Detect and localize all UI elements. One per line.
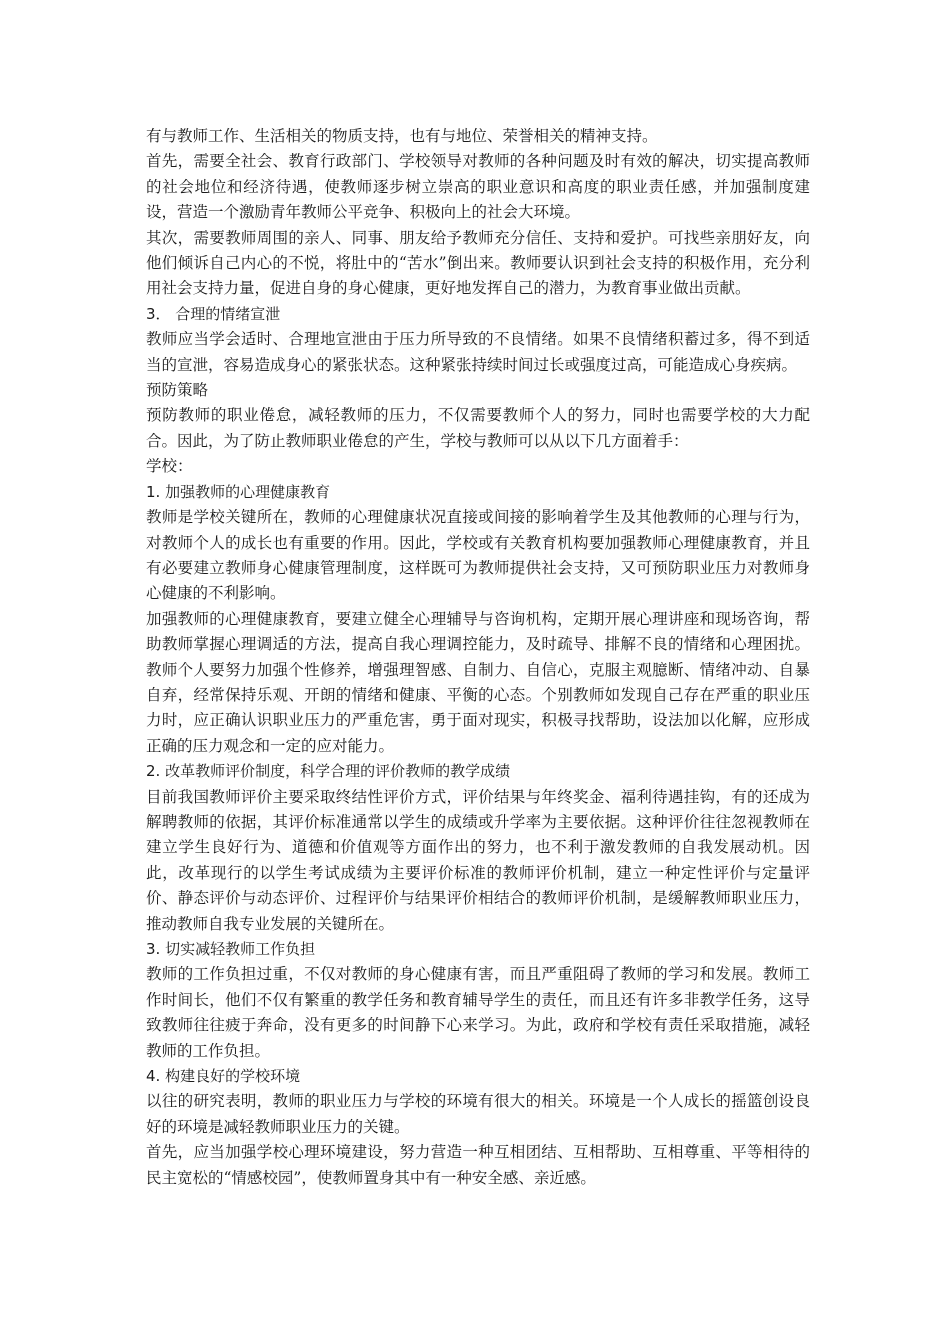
paragraph: 目前我国教师评价主要采取终结性评价方式，评价结果与年终奖金、福利待遇挂钩，有的还成为解聘教师的依据，其评价标准通常以学生的成绩或升学率为主要依据。这种评价往往忽视教师在建立学生良好行为、道德和价值观等方面作出的努力，也不利于激发教师的自我发展动机。因此，改革现行的以学生考试成绩为主要评价标准的教师评价机制，建立一种定性评价与定量评价、静态评价与动态评价、过程评价与结果评价相结合的教师评价机制，是缓解教师职业压力，推动教师自我专业发展的关键所在。 [146,787,810,933]
paragraph: 有与教师工作、生活相关的物质支持，也有与地位、荣誉相关的精神支持。 [146,127,658,145]
paragraph: 首先，需要全社会、教育行政部门、学校领导对教师的各种问题及时有效的解决，切实提高教师的社会地位和经济待遇，使教师逐步树立崇高的职业意识和高度的职业责任感，并加强制度建设，营造一个激励青年教师公平竞争、积极向上的社会大环境。 [146,152,810,222]
section-heading: 2. 改革教师评价制度，科学合理的评价教师的教学成绩 [146,762,511,781]
paragraph: 以往的研究表明，教师的职业压力与学校的环境有很大的相关。环境是一个人成长的摇篮创设良好的环境是减轻教师职业压力的关键。 [146,1092,810,1136]
paragraph: 首先，应当加强学校心理环境建设，努力营造一种互相团结、互相帮助、互相尊重、平等相待的民主宽松的“情感校园”，使教师置身其中有一种安全感、亲近感。 [146,1143,810,1187]
paragraph: 教师的工作负担过重，不仅对教师的身心健康有害，而且严重阻碍了教师的学习和发展。教师工作时间长，他们不仅有繁重的教学任务和教育辅导学生的责任，而且还有许多非教学任务，这导致教师往往疲于奔命，没有更多的时间静下心来学习。为此，政府和学校有责任采取措施，减轻教师的工作负担。 [146,965,810,1060]
paragraph: 加强教师的心理健康教育，要建立健全心理辅导与咨询机构，定期开展心理讲座和现场咨询，帮助教师掌握心理调适的方法，提高自我心理调控能力，及时疏导、排解不良的情绪和心理困扰。教师个人要努力加强个性修养，增强理智感、自制力、自信心，克服主观臆断、情绪冲动、自暴自弃，经常保持乐观、开朗的情绪和健康、平衡的心态。个别教师如发现自己存在严重的职业压力时，应正确认识职业压力的严重危害，勇于面对现实，积极寻找帮助，设法加以化解，应形成正确的压力观念和一定的应对能力。 [146,609,810,755]
paragraph: 教师是学校关键所在，教师的心理健康状况直接或间接的影响着学生及其他教师的心理与行为，对教师个人的成长也有重要的作用。因此，学校或有关教育机构要加强教师心理健康教育，并且有必要建立教师身心健康管理制度，这样既可为教师提供社会支持，又可预防职业压力对教师身心健康的不利影响。 [146,508,810,603]
section-heading: 1. 加强教师的心理健康教育 [146,482,331,501]
document-body [146,124,810,1191]
section-heading: 预防策略 [146,381,209,400]
section-heading: 4. 构建良好的学校环境 [146,1067,301,1086]
paragraph: 预防教师的职业倦怠，减轻教师的压力，不仅需要教师个人的努力，同时也需要学校的大力配合。因此，为了防止教师职业倦怠的产生，学校与教师可以从以下几方面着手： [146,406,810,450]
paragraph: 其次，需要教师周围的亲人、同事、朋友给予教师充分信任、支持和爱护。可找些亲朋好友，向他们倾诉自己内心的不悦，将肚中的“苦水”倒出来。教师要认识到社会支持的积极作用，充分利用社会支持力量，促进自身的身心健康，更好地发挥自己的潜力，为教育事业做出贡献。 [146,228,810,298]
paragraph: 教师应当学会适时、合理地宣泄由于压力所导致的不良情绪。如果不良情绪积蓄过多，得不到适当的宣泄，容易造成身心的紧张状态。这种紧张持续时间过长或强度过高，可能造成心身疾病。 [146,330,810,374]
section-heading: 3. 切实减轻教师工作负担 [146,940,316,958]
section-heading: 学校： [146,457,193,476]
section-heading: 3． 合理的情绪宣泄 [146,304,281,323]
